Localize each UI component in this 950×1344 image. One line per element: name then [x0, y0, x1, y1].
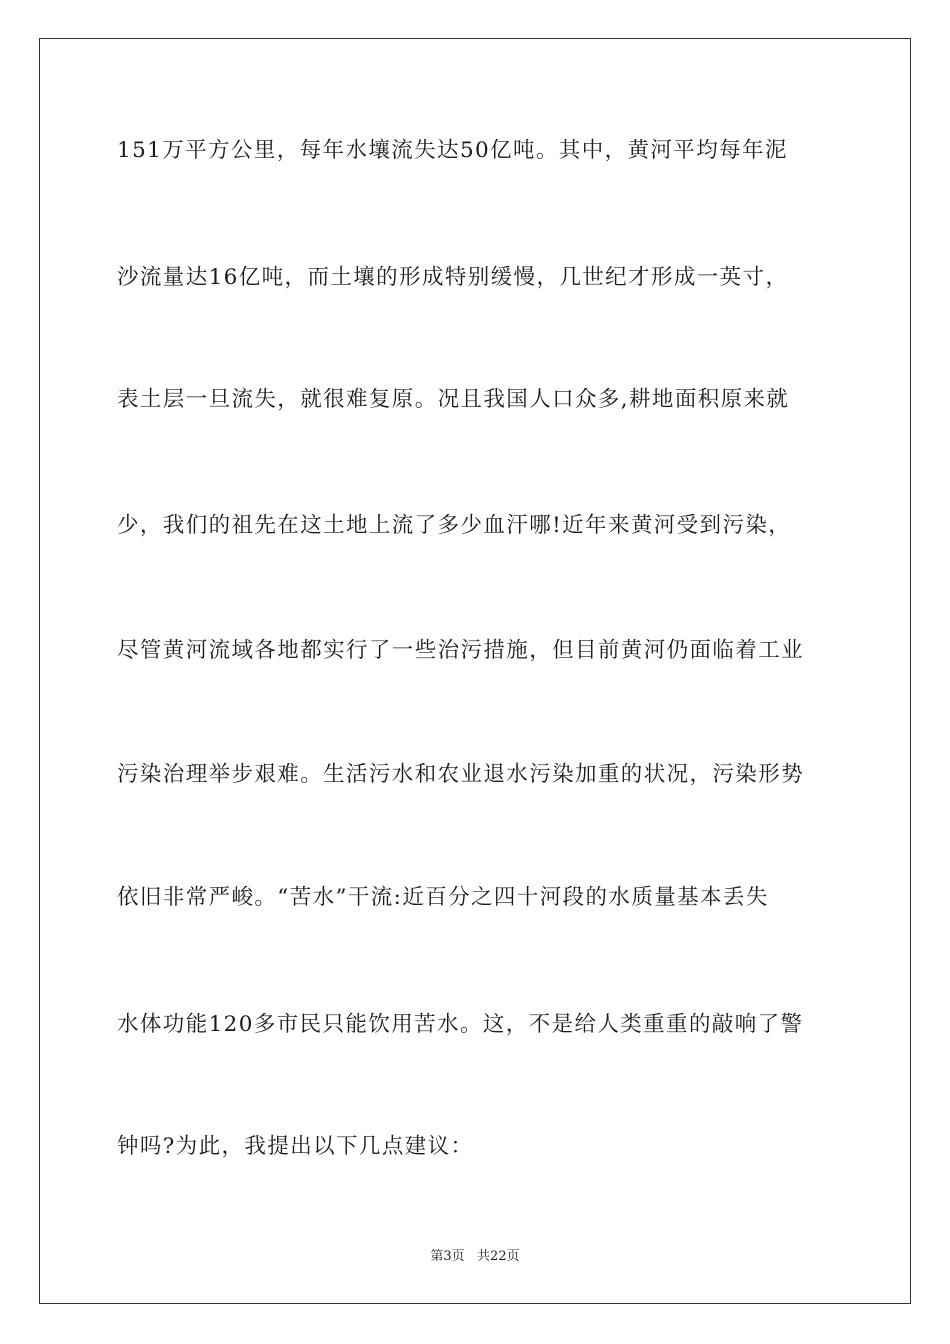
body-line-1: 151万平方公里，每年水壤流失达50亿吨。其中，黄河平均每年泥: [117, 138, 788, 163]
body-line-6: 污染治理举步艰难。生活污水和农业退水污染加重的状况，污染形势: [117, 762, 805, 787]
body-line-8: 水体功能120多市民只能饮用苦水。这，不是给人类重重的敲响了警: [117, 1012, 804, 1037]
page-number-footer: 第3页 共22页: [430, 1249, 520, 1264]
body-line-7: 依旧非常严峻。“苦水”干流:近百分之四十河段的水质量基本丢失: [117, 885, 769, 910]
body-line-3: 表土层一旦流失，就很难复原。况且我国人口众多,耕地面积原来就: [117, 387, 790, 412]
body-line-4: 少，我们的祖先在这土地上流了多少血汗哪!近年来黄河受到污染，: [117, 513, 792, 538]
page-border: [39, 38, 911, 1304]
body-line-5: 尽管黄河流域各地都实行了一些治污措施，但目前黄河仍面临着工业: [117, 638, 805, 663]
body-line-2: 沙流量达16亿吨，而土壤的形成特别缓慢，几世纪才形成一英寸，: [117, 265, 789, 290]
body-line-9: 钟吗?为此，我提出以下几点建议：: [117, 1134, 474, 1159]
